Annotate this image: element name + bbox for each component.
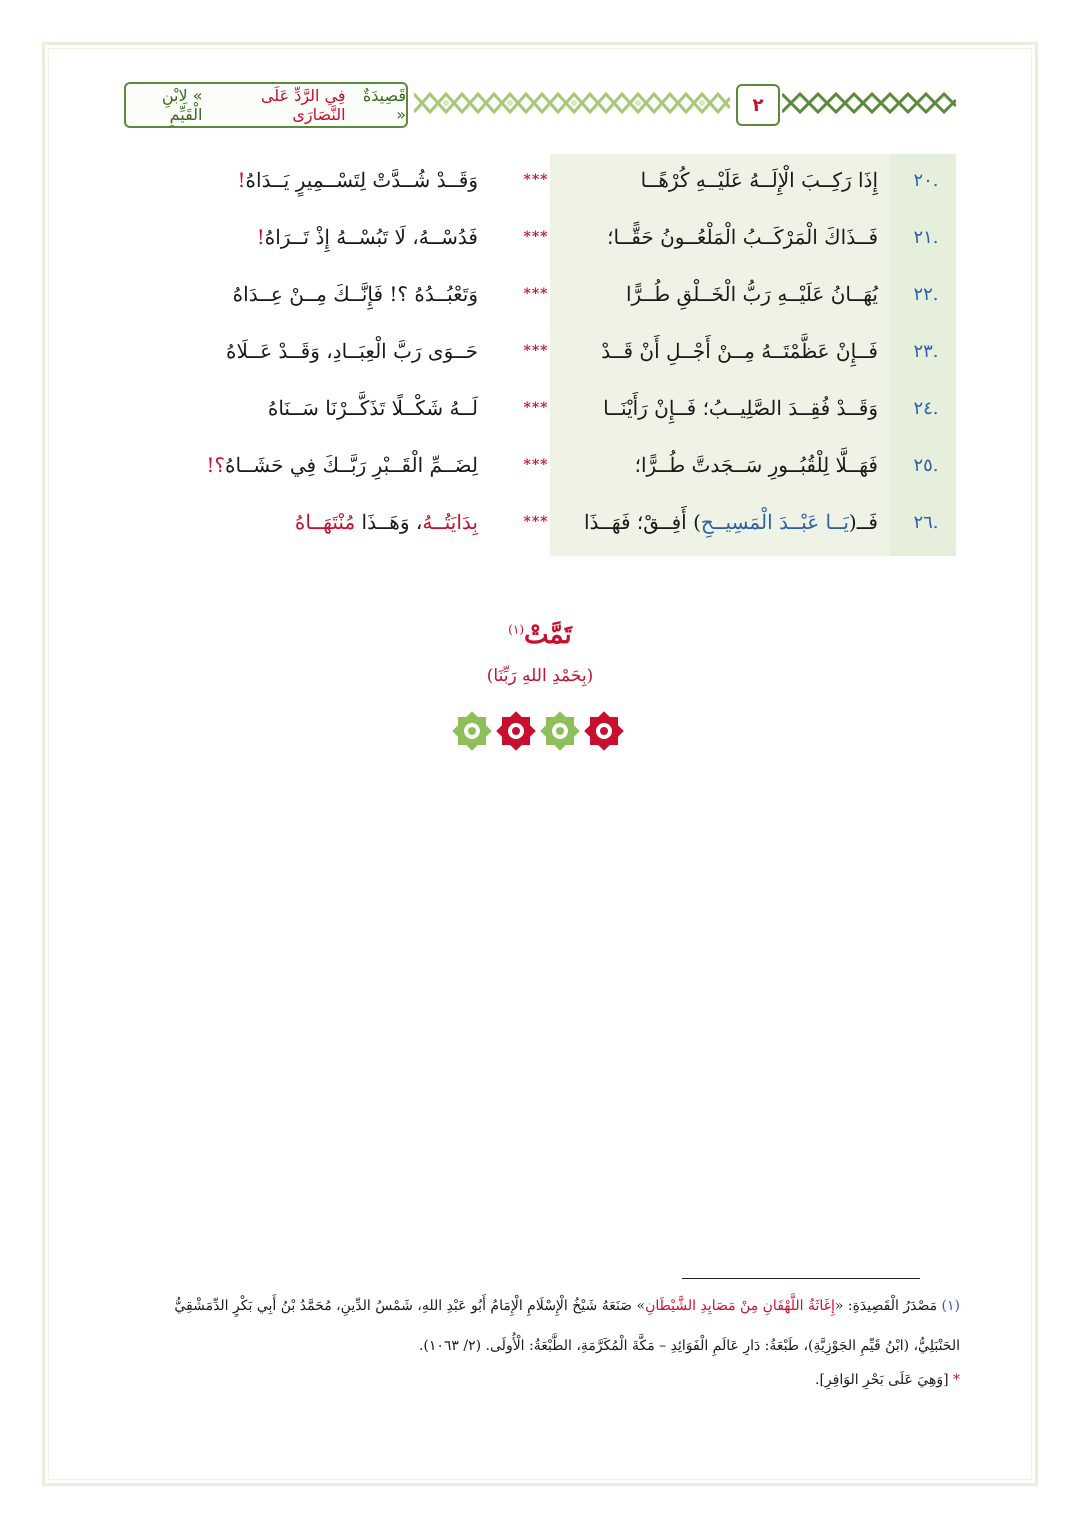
page-number: ٢ — [736, 84, 780, 126]
first-hemistich: وَقَــدْ فُقِــدَ الصَّلِيــبُ؛ فَــإِنْ رَأَيْنَــا — [603, 396, 878, 420]
first-hemistich: إِذَا رَكِــبَ الْإِلَــهُ عَلَيْــهِ كُرْهًــا — [640, 168, 878, 192]
verse-row — [124, 268, 956, 325]
footnote-number: (١) — [941, 1298, 960, 1314]
hemistich-separator: *** — [523, 286, 549, 302]
second-hemistich: حَــوَى رَبَّ الْعِبَــادِ، وَقَــدْ عَــلَاهُ — [226, 339, 478, 363]
second-hemistich: فَدُسْــهُ، لَا تَبُسْــهُ إِذْ تَــرَاهُ! — [256, 225, 478, 249]
title-suffix: » لِابْنِ الْقَيِّمِ — [161, 86, 203, 124]
poem-table — [124, 154, 956, 556]
star-ornament — [450, 710, 634, 752]
header-ornament-right — [782, 84, 956, 122]
page-title — [124, 82, 408, 128]
verse-row — [124, 325, 956, 382]
verse-number: .٢٣ — [913, 341, 939, 362]
source-title: إِغَاثَةُ اللَّهْفَانِ مِنْ مَصَايِدِ الشَّيْطَانِ — [645, 1298, 835, 1314]
second-hemistich: لِضَــمِّ الْقَــبْرِ رَبَّــكَ فِي حَشَــاهُ؟! — [206, 453, 478, 477]
second-hemistich: وَتَعْبُــدُهُ ؟! فَإِنَّــكَ مِــنْ عِــدَاهُ — [232, 282, 478, 306]
hemistich-separator: *** — [523, 457, 549, 473]
closing-title: تَمَّتْ$^{(١)}$ — [508, 620, 572, 650]
footnote-rule — [682, 1278, 920, 1279]
hemistich-separator: *** — [523, 343, 549, 359]
header-ornament-left — [414, 84, 730, 122]
hemistich-separator: *** — [523, 229, 549, 245]
second-hemistich: وَقَــدْ شُــدَّتْ لِتَسْــمِيرٍ يَــدَاهُ! — [237, 168, 478, 192]
footnote-meter-note: * [وَهِيَ عَلَى بَحْرِ الوَافِرِ]. — [815, 1372, 960, 1388]
star-ornament-red — [496, 711, 536, 751]
hemistich-separator: *** — [523, 514, 549, 530]
verse-number: .٢٢ — [913, 284, 939, 305]
verse-row — [124, 439, 956, 496]
verse-number: .٢١ — [913, 227, 939, 248]
verse-end-mark: ؟! — [206, 453, 226, 477]
footnote-line-2: الحَنْبَلِيُّ، (ابْنُ قَيِّمِ الجَوْزِيَّةِ)، طَبْعَةُ: دَارِ عَالَمِ الْفَوَائِدِ – مَكَّةَ الْمُكَرَّمَةِ، الطَّبْعَةُ: الْأُولَى. (٢/ ١٠٦٣). — [418, 1338, 960, 1354]
verse-row — [124, 382, 956, 439]
first-hemistich: فَــ(يَــا عَبْــدَ الْمَسِيــحِ) أَفِــقْ؛ فَهَــذَا — [583, 510, 878, 534]
verse-end-mark: ! — [237, 168, 246, 192]
star-ornament-green — [540, 711, 580, 751]
hemistich-separator: *** — [523, 172, 549, 188]
star-ornament-red — [584, 711, 624, 751]
title-prefix: قَصِيدَةٌ « — [362, 86, 406, 124]
first-hemistich: فَهَــلَّا لِلْقُبُــورِ سَــجَدتَّ طُــرًّا؛ — [634, 453, 878, 477]
verse-row — [124, 211, 956, 268]
first-hemistich: فَــإِنْ عَظَّمْتَــهُ مِــنْ أَجْــلِ أَنْ قَــدْ — [601, 339, 878, 363]
verse-row — [124, 496, 956, 553]
footnote-ref: (١) — [508, 622, 524, 637]
title-red: فِي الرَّدِّ عَلَى النَّصَارَى — [260, 86, 346, 124]
first-hemistich: فَــذَاكَ الْمَرْكَــبُ الْمَلْعُــونُ حَقًّــا؛ — [607, 225, 878, 249]
second-hemistich: لَــهُ شَكْــلًا تَذَكَّــرْنَا سَــنَاهُ — [267, 396, 478, 420]
verse-end-mark: ! — [256, 225, 265, 249]
page-header — [124, 82, 956, 128]
first-hemistich: يُهَــانُ عَلَيْــهِ رَبُّ الْخَــلْقِ طُــرًّا — [625, 282, 878, 306]
verse-number: .٢٦ — [913, 512, 939, 533]
second-hemistich: بِدَايَتُــهُ، وَهَــذَا مُنْتَهَــاهُ — [294, 510, 478, 534]
verse-number: .٢٥ — [913, 455, 939, 476]
hemistich-separator: *** — [523, 400, 549, 416]
closing-subtitle: (بِحَمْدِ اللهِ رَبِّنَا) — [486, 666, 594, 686]
footnote-line-1: (١) مَصْدَرُ الْقَصِيدَةِ: «إِغَاثَةُ اللَّهْفَانِ مِنْ مَصَايِدِ الشَّيْطَانِ» صَنَعَهُ شَيْخُ الْإِسْلَامِ الْإِمَامُ أَبُو عَبْدِ اللهِ، شَمْسُ الدِّينِ، مُحَمَّدُ بْنُ أَبِي بَكْرٍ الدِّمَشْقِيُّ — [174, 1298, 960, 1314]
verse-number: .٢٠ — [913, 170, 939, 191]
note-mark: * — [953, 1372, 960, 1388]
verse-row — [124, 154, 956, 211]
star-ornament-green — [452, 711, 492, 751]
verse-number: .٢٤ — [913, 398, 939, 419]
vocative-phrase: يَــا عَبْــدَ الْمَسِيــحِ — [700, 510, 849, 534]
